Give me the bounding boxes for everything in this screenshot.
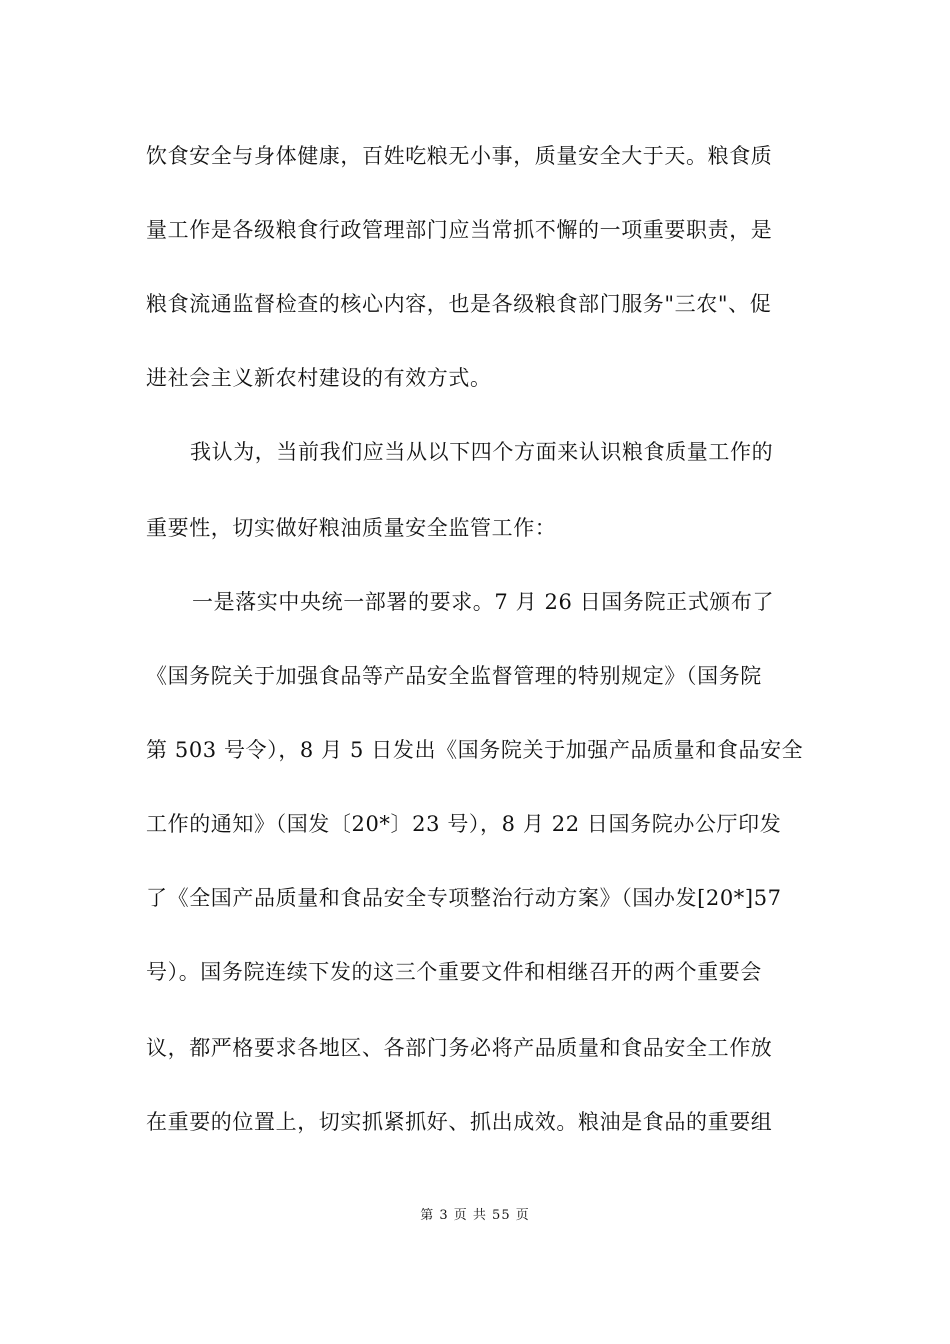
text-line-12: 号）。国务院连续下发的这三个重要文件和相继召开的两个重要会	[146, 960, 762, 984]
text-line-3: 粮食流通监督检查的核心内容，也是各级粮食部门服务"三农"、促	[146, 292, 772, 316]
text-line-14: 在重要的位置上，切实抓紧抓好、抓出成效。粮油是食品的重要组	[146, 1110, 773, 1134]
text-line-5: 我认为，当前我们应当从以下四个方面来认识粮食质量工作的	[190, 440, 774, 464]
text-line-13: 议，都严格要求各地区、各部门务必将产品质量和食品安全工作放	[146, 1036, 773, 1060]
text-line-9: 第 503 号令），8 月 5 日发出《国务院关于加强产品质量和食品安全	[146, 738, 804, 762]
text-line-11: 了《全国产品质量和食品安全专项整治行动方案》（国办发[20*]57	[146, 886, 782, 910]
text-line-1: 饮食安全与身体健康，百姓吃粮无小事，质量安全大于天。粮食质	[146, 144, 773, 168]
text-line-2: 量工作是各级粮食行政管理部门应当常抓不懈的一项重要职责，是	[146, 218, 773, 242]
text-line-8: 《国务院关于加强食品等产品安全监督管理的特别规定》（国务院	[146, 664, 762, 688]
text-line-10: 工作的通知》（国发〔20*〕23 号），8 月 22 日国务院办公厅印发	[146, 812, 782, 836]
page-number-footer: 第 3 页 共 55 页	[420, 1208, 530, 1223]
text-line-6: 重要性，切实做好粮油质量安全监管工作：	[146, 516, 557, 540]
text-line-4: 进社会主义新农村建设的有效方式。	[146, 366, 492, 390]
text-line-7: 一是落实中央统一部署的要求。7 月 26 日国务院正式颁布了	[192, 590, 775, 614]
